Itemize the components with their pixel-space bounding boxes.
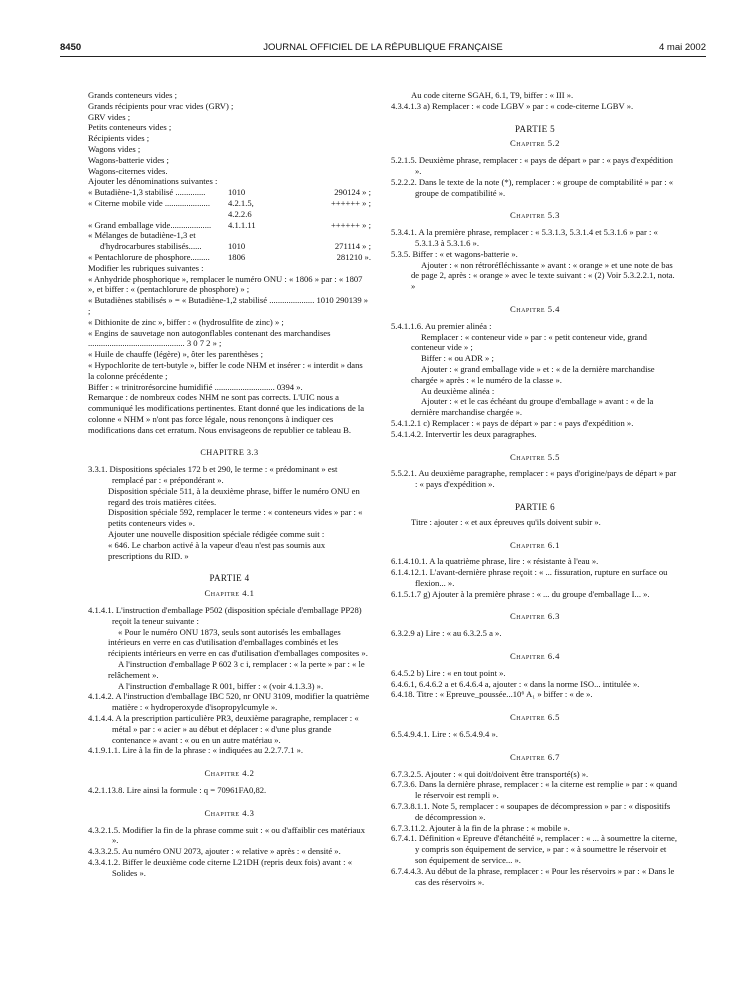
remark: Remarque : de nombreux codes NHM ne sont pas corrects. L'UIC nous a communiqué les modifications pertinentes. Etant donné que les indications de la colonne « NHM » n'ont pas force légale, nous renonçons à indiquer ces modifications dans cet erratum. Nous envisageons de republier ce tableau B.	[88, 392, 365, 435]
paragraph: Ajouter : « et le cas échéant du groupe d'emballage » avant : « de la dernière marchandise chargée ».	[411, 396, 654, 418]
table-row: « Citerne mobile vide ..................... 4.2.1.5, 4.2.2.6 ++++++ » ;	[88, 197, 371, 219]
paragraph: 6.3.2.9 a) Lire : « au 6.3.2.5 a ».	[391, 628, 502, 639]
list-item: Récipients vides ;	[88, 133, 150, 144]
paragraph: 4.3.2.1.5. Modifier la fin de la phrase comme suit : « ou d'affaiblir ces matériaux ».	[88, 824, 366, 846]
paragraph: Ajouter : « non rétroréfléchissante » avant : « orange » et une note de bas de page 2, après : « orange » avec le texte suivant : « (2) Voir 5.3.2.2.1, nota. »	[411, 259, 675, 292]
paragraph: Ajouter les dénominations suivantes :	[88, 176, 218, 187]
right-column	[391, 90, 679, 887]
paragraph: Remplacer : « conteneur vide » par : « petit conteneur vide, grand conteneur vide » ;	[411, 331, 647, 353]
paragraph: Modifier les rubriques suivantes :	[88, 262, 204, 273]
left-column	[88, 90, 371, 879]
paragraph: Biffer : « trinitrorésorcine humidifié ............................ 0394 ».	[88, 381, 303, 392]
paragraph: 6.7.4.4.3. Au début de la phrase, remplacer : « Pour les réservoirs » par : « Dans le cas des réservoirs ».	[391, 865, 675, 887]
list-item: GRV vides ;	[88, 111, 131, 122]
paragraph: 6.7.3.11.2. Ajouter à la fin de la phrase : « mobile ».	[391, 822, 570, 833]
chapter-title: Chapitre 5.3	[510, 210, 560, 221]
paragraph: 6.7.4.1. Définition « Epreuve d'étanchéité », remplacer : « ... à soumettre la citerne, y compris son équipement de service, » par : « à soumettre le réservoir et son équipement de service... ».	[391, 833, 677, 866]
list-item: Wagons-batterie vides ;	[88, 154, 169, 165]
paragraph: 5.3.5. Biffer : « et wagons-batterie ».	[391, 248, 518, 259]
paragraph: Ajouter une nouvelle disposition spéciale rédigée comme suit :	[108, 529, 325, 540]
paragraph: 4.3.4.1.2. Biffer le deuxième code citerne L21DH (repris deux fois) avant : « Solides ».	[88, 857, 353, 878]
paragraph: « Butadiènes stabilisés » = « Butadiène-1,2 stabilisé ..................... 1010 290139 » ;	[88, 295, 369, 316]
chapter-title: CHAPITRE 3.3	[200, 447, 259, 457]
paragraph: Biffer : « ou ADR » ;	[421, 353, 494, 364]
paragraph: 6.1.4.10.1. A la quatrième phrase, lire : « résistante à l'eau ».	[391, 556, 599, 567]
paragraph: Ajouter : « grand emballage vide » et : « de la dernière marchandise chargée » après : « le numéro de la classe ».	[411, 363, 655, 385]
paragraph: 4.3.3.2.5. Au numéro ONU 2073, ajouter : « relative » après : « densité ».	[88, 846, 341, 857]
paragraph: 6.1.5.1.7 g) Ajouter à la première phrase : « ... du groupe d'emballage I... ».	[391, 588, 650, 599]
paragraph: 6.1.4.12.1. L'avant-dernière phrase reçoit : « ... fissuration, rupture en surface ou flexion... ».	[391, 567, 668, 588]
chapter-title: Chapitre 5.5	[510, 451, 560, 462]
paragraph: Au code citerne SGAH, 6.1, T9, biffer : « III ».	[411, 90, 574, 100]
table-row: « Pentachlorure de phosphore......... 1806 281210 ».	[88, 251, 371, 262]
chapter-title: Chapitre 4.3	[204, 807, 255, 818]
paragraph: 5.4.1.2.1 c) Remplacer : « pays de départ » par : « pays d'expédition ».	[391, 417, 634, 428]
table-row: d'hydrocarbures stabilisés...... 1010 271114 » ;	[100, 241, 371, 252]
paragraph: A l'instruction d'emballage P 602 3 c i, remplacer : « la perte » par : « le relâchement ».	[108, 659, 365, 680]
paragraph: Disposition spéciale 511, à la deuxième phrase, biffer le numéro ONU en regard des trois matières citées.	[108, 485, 360, 507]
list-item: Petits conteneurs vides ;	[88, 122, 172, 133]
paragraph: 6.4.6.1, 6.4.6.2 a et 6.4.6.4 a, ajouter : « dans la norme ISO... intitulée ».	[391, 678, 640, 689]
paragraph: « Huile de chauffe (légère) », ôter les parenthèses ;	[88, 349, 263, 360]
paragraph: « Hypochlorite de tert-butyle », biffer le code NHM et insérer : « interdit » dans la colonne précédente ;	[88, 359, 363, 381]
paragraph: 6.4.5.2 b) Lire : « en tout point ».	[391, 667, 506, 678]
paragraph: 6.7.3.6. Dans la dernière phrase, remplacer : « la citerne est remplie » par : « quand le réservoir est rempli ».	[391, 779, 678, 801]
paragraph: 3.3.1. Dispositions spéciales 172 b et 290, le terme : « prédominant » est remplacé par : « prépondérant ».	[88, 464, 338, 486]
paragraph: 5.4.1.4.2. Intervertir les deux paragraphes.	[391, 428, 537, 439]
paragraph: 5.2.2.2. Dans le texte de la note (*), remplacer : « groupe de comptabilité » par : « groupe de compatibilité ».	[391, 176, 674, 198]
paragraph: 4.1.4.4. A la prescription particulière PR3, deuxième paragraphe, remplacer : « métal » par : « acier » au début et déplacer : « d'une plus grande contenance » avant : « ou en un autre matériau ».	[88, 713, 359, 745]
paragraph: « Anhydride phosphorique », remplacer le numéro ONU : « 1806 » par : « 1807 », et biffer : « (pentachlorure de phosphore) » ;	[88, 273, 363, 295]
part-title: PARTIE 5	[514, 123, 556, 134]
paragraph: 5.4.1.1.6. Au premier alinéa :	[391, 320, 492, 331]
paragraph: 5.3.4.1. A la première phrase, remplacer : « 5.3.1.3, 5.3.1.4 et 5.3.1.6 » par : « 5.3.1.3 à 5.3.1.6 ».	[391, 227, 658, 248]
table-row: « Mélanges de butadiène-1,3 et	[88, 230, 196, 241]
table-row: « Grand emballage vide................... 4.1.1.11 ++++++ » ;	[88, 219, 371, 230]
paragraph: Disposition spéciale 592, remplacer le terme : « conteneurs vides » par : « petits conteneurs vides ».	[108, 507, 363, 529]
paragraph: Au deuxième alinéa :	[421, 385, 495, 396]
paragraph: 5.5.2.1. Au deuxième paragraphe, remplacer : « pays d'origine/pays de départ » par : « pays d'expédition ».	[391, 468, 677, 490]
paragraph: Titre : ajouter : « et aux épreuves qu'ils doivent subir ».	[411, 516, 601, 527]
paragraph: 4.2.1.13.8. Lire ainsi la formule : q = 70961FA0,82.	[88, 785, 267, 796]
list-item: Wagons-citernes vides.	[88, 165, 168, 176]
part-title: PARTIE 4	[209, 573, 250, 584]
page-number: 8450	[60, 42, 82, 53]
paragraph: 6.5.4.9.4.1. Lire : « 6.5.4.9.4 ».	[391, 729, 498, 740]
chapter-title: Chapitre 5.4	[510, 303, 560, 314]
chapter-title: Chapitre 6.4	[510, 651, 560, 662]
issue-date: 4 mai 2002	[658, 42, 706, 53]
paragraph: 5.2.1.5. Deuxième phrase, remplacer : « pays de départ » par : « pays d'expédition ».	[391, 155, 673, 176]
chapter-title: Chapitre 6.3	[510, 611, 560, 622]
list-item: Wagons vides ;	[88, 143, 141, 154]
page-header	[60, 40, 706, 57]
paragraph: 6.4.18. Titre : « Epreuve_poussée...10⁶ A₁ » biffer : « de ».	[391, 689, 593, 700]
chapter-title: Chapitre 6.5	[510, 712, 560, 723]
paragraph: « 646. Le charbon activé à la vapeur d'eau n'est pas soumis aux prescriptions du RID. »	[108, 539, 326, 561]
paragraph: 4.3.4.1.3 a) Remplacer : « code LGBV » par : « code-citerne LGBV ».	[391, 100, 634, 111]
paragraph: A l'instruction d'emballage R 001, biffer : « (voir 4.1.3.3) ».	[118, 680, 324, 691]
paragraph: « Engins de sauvetage non autogonflables contenant des marchandises ............................................. 3 0 7 2 » ;	[88, 327, 331, 349]
paragraph: 6.7.3.2.5. Ajouter : « qui doit/doivent être transporté(s) ».	[391, 768, 589, 779]
part-title: PARTIE 6	[514, 501, 556, 512]
journal-title: JOURNAL OFFICIEL DE LA RÉPUBLIQUE FRANÇAISE	[263, 42, 503, 53]
table-row: « Butadiène-1,3 stabilisé .............. 1010 290124 » ;	[88, 187, 371, 198]
paragraph: 4.1.9.1.1. Lire à la fin de la phrase : « indiquées au 2.2.7.7.1 ».	[88, 745, 304, 756]
paragraph: « Dithionite de zinc », biffer : « (hydrosulfite de zinc) » ;	[88, 316, 284, 327]
chapter-title: Chapitre 4.1	[204, 588, 255, 599]
chapter-title: Chapitre 6.7	[510, 751, 560, 762]
chapter-title: Chapitre 4.2	[204, 768, 255, 779]
paragraph: « Pour le numéro ONU 1873, seuls sont autorisés les emballages intérieurs en verre en cas d'utilisation d'emballages combinés et les récipients intérieurs en verre en cas d'utilisation d'emballages composites ».	[108, 626, 368, 659]
list-item: Grands récipients pour vrac vides (GRV) ;	[88, 100, 234, 111]
chapter-title: Chapitre 5.2	[510, 138, 560, 149]
paragraph: 6.7.3.8.1.1. Note 5, remplacer : « soupapes de décompression » par : « dispositifs de décompression ».	[391, 801, 671, 822]
chapter-title: Chapitre 6.1	[510, 539, 560, 550]
paragraph: 4.1.4.2. A l'instruction d'emballage IBC 520, nr ONU 3109, modifier la quatrième matière : « hydroperoxyde d'isopropylcumyle ».	[88, 691, 370, 713]
list-item: Grands conteneurs vides ;	[88, 90, 178, 100]
paragraph: 4.1.4.1. L'instruction d'emballage P502 (disposition spéciale d'emballage PP28) reçoit la teneur suivante :	[88, 605, 362, 626]
